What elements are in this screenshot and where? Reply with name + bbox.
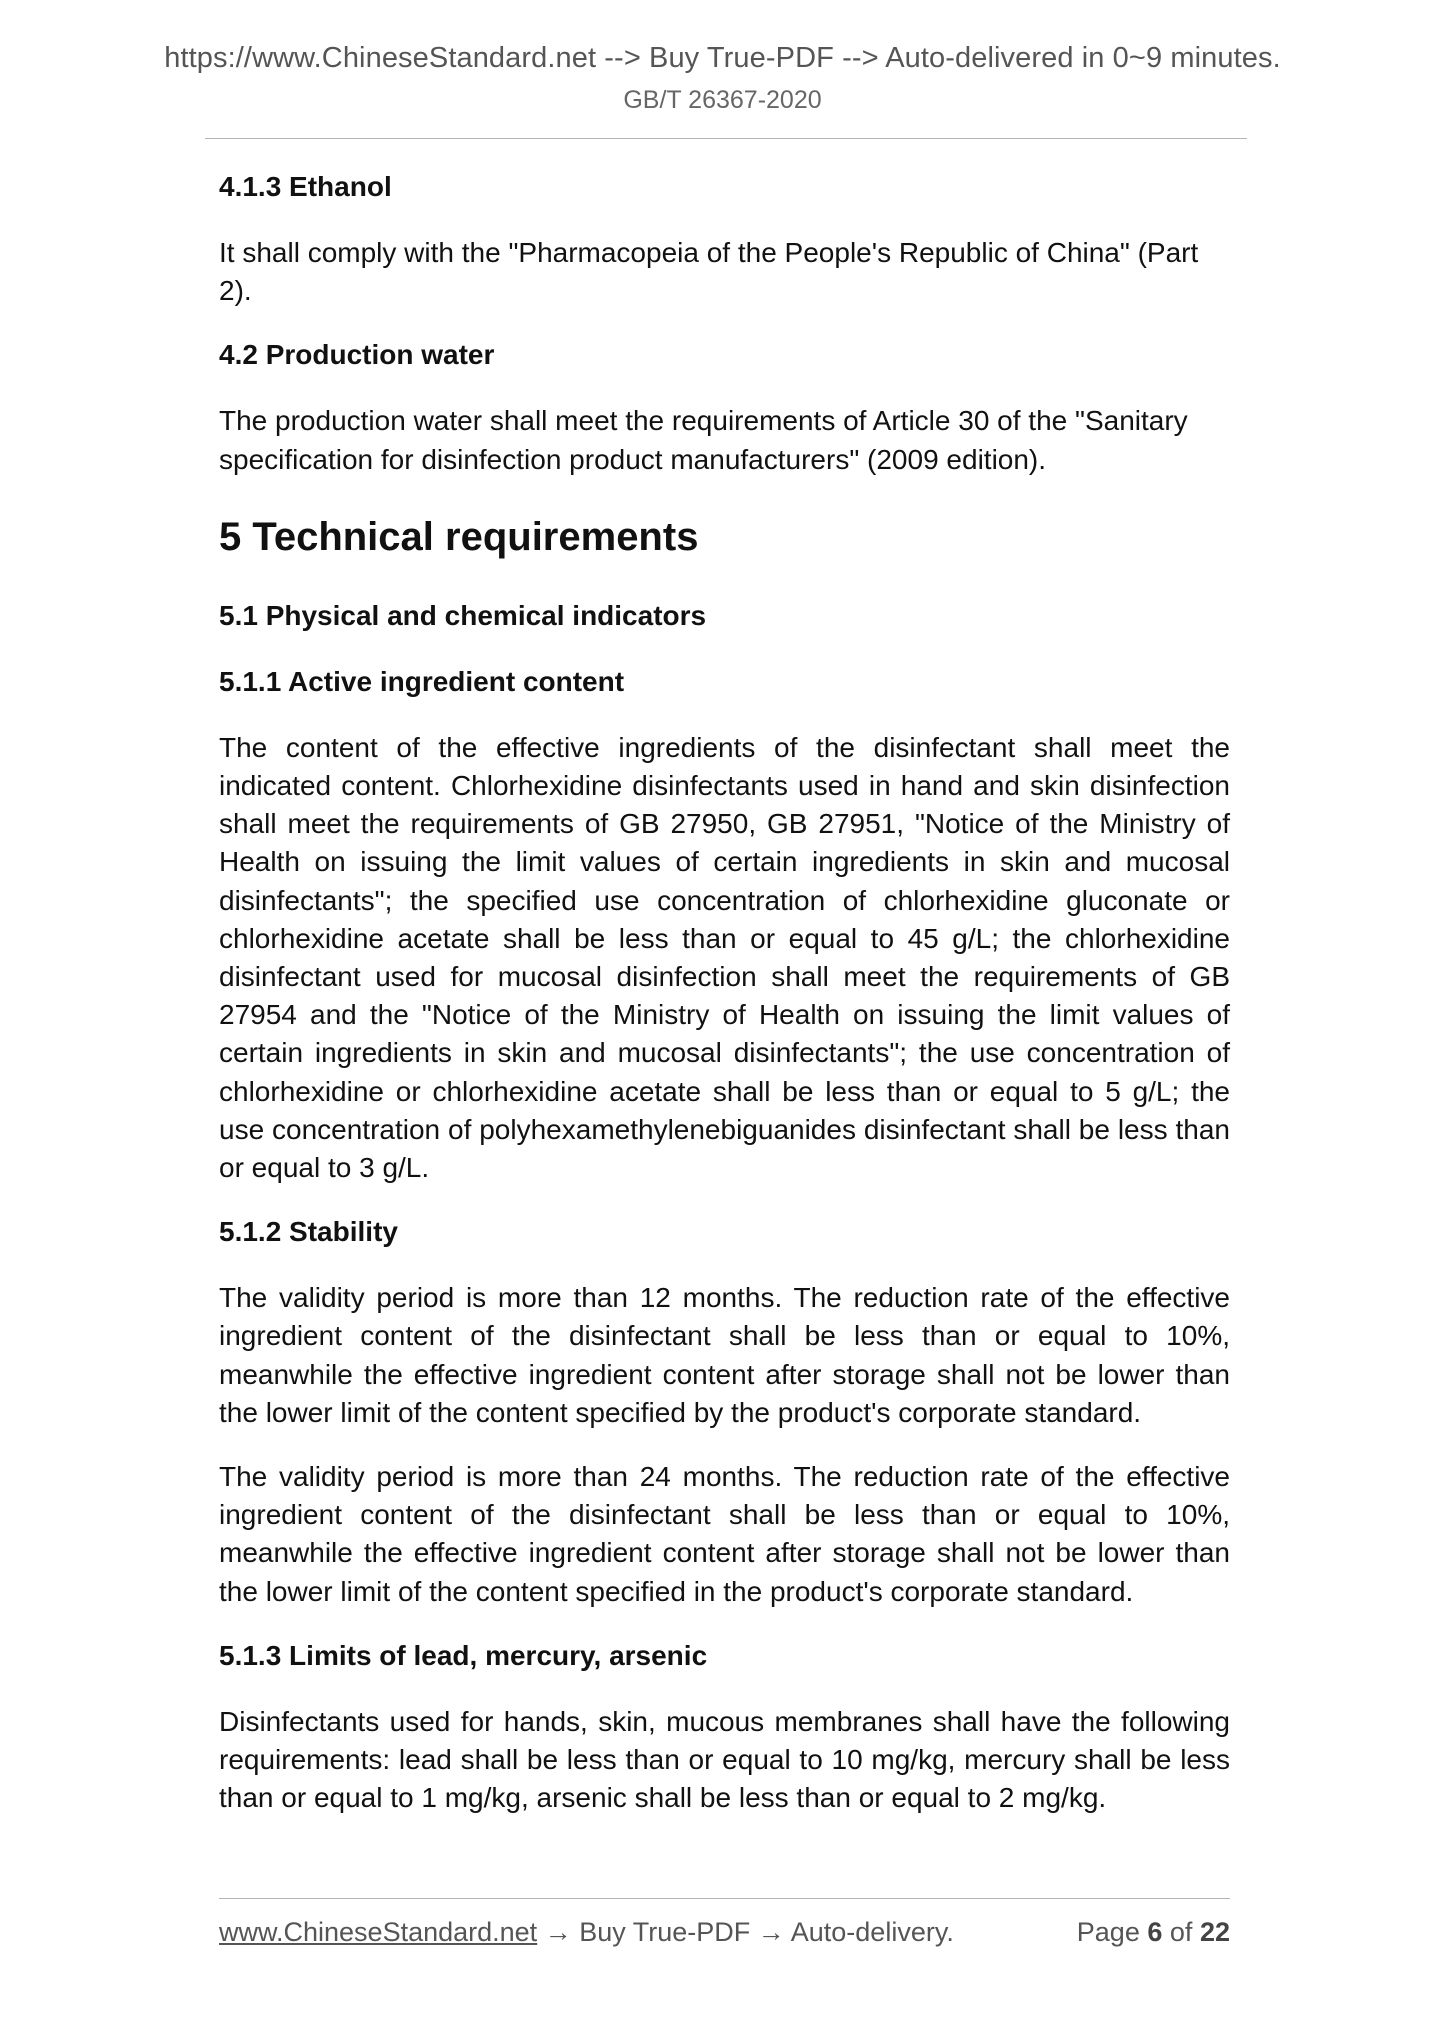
page-counter xyxy=(1077,1914,1230,1950)
total-pages-number: 22 xyxy=(1199,1917,1230,1947)
footer-site-link[interactable]: www.ChineseStandard.net xyxy=(219,1917,538,1947)
section-5-1-1-heading: 5.1.1 Active ingredient content xyxy=(219,665,625,697)
footer-delivery-text: → Buy True-PDF → Auto-delivery. xyxy=(544,1917,954,1947)
page-header xyxy=(0,38,1445,118)
header-divider xyxy=(205,138,1247,139)
section-5-1-2-text-2: The validity period is more than 24 months. The reduction rate of the effective ingredient content of the disinfectant shall be less than or equal to 10%, meanwhile the effective ingredient content after storage shall not be lower than the lower limit of the content specified in the product's corporate standard. xyxy=(219,1461,1230,1607)
standard-number: GB/T 26367-2020 xyxy=(623,86,822,114)
section-5-1-3-text: Disinfectants used for hands, skin, mucous membranes shall have the following requirements: lead shall be less than or equal to 10 mg/kg, mercury shall be less than or equal to 1 mg/kg, arsenic shall be less than or equal to 2 mg/kg. xyxy=(219,1705,1230,1814)
of-word: of xyxy=(1169,1917,1193,1947)
document-body xyxy=(219,168,1230,1843)
section-5-1-1-text: The content of the effective ingredients of the disinfectant shall meet the indicated content. Chlorhexidine disinfectants used in hand and skin disinfection shall meet the requirements of GB 27950, GB 27951, "Notice of the Ministry of Health on issuing the limit values of certain ingredients in skin and mucosal disinfectants"; the specified use concentration of chlorhexidine gluconate or chlorhexidine acetate shall be less than or equal to 45 g/L; the chlorhexidine disinfectant used for mucosal disinfection shall meet the requirements of GB 27954 and the "Notice of the Ministry of Health on issuing the limit values of certain ingredients in skin and mucosal disinfectants"; the use concentration of chlorhexidine or chlorhexidine acetate shall be less than or equal to 5 g/L; the use concentration of polyhexamethylenebiguanides disinfectant shall be less than or equal to 3 g/L. xyxy=(219,731,1230,1184)
section-5-1-2-text-1: The validity period is more than 12 months. The reduction rate of the effective ingredient content of the disinfectant shall be less than or equal to 10%, meanwhile the effective ingredient content after storage shall not be lower than the lower limit of the content specified by the product's corporate standard. xyxy=(219,1282,1230,1428)
header-url-line: https://www.ChineseStandard.net --> Buy True-PDF --> Auto-delivered in 0~9 minutes. xyxy=(164,42,1281,74)
section-5-1-heading: 5.1 Physical and chemical indicators xyxy=(219,599,707,631)
footer-left xyxy=(219,1914,954,1950)
section-5-heading: 5 Technical requirements xyxy=(219,514,699,559)
section-5-1-3-heading: 5.1.3 Limits of lead, mercury, arsenic xyxy=(219,1639,708,1671)
page-word: Page xyxy=(1076,1917,1140,1947)
section-4-1-3-text: It shall comply with the "Pharmacopeia of the People's Republic of China" (Part 2). xyxy=(219,237,1199,307)
section-4-2-text: The production water shall meet the requirements of Article 30 of the "Sanitary specification for disinfection product manufacturers" (2009 edition). xyxy=(219,405,1188,475)
section-4-2-heading: 4.2 Production water xyxy=(219,339,495,371)
current-page-number: 6 xyxy=(1147,1917,1163,1947)
section-5-1-2-heading: 5.1.2 Stability xyxy=(219,1216,398,1248)
footer-divider xyxy=(219,1898,1230,1899)
section-4-1-3-heading: 4.1.3 Ethanol xyxy=(219,171,392,202)
